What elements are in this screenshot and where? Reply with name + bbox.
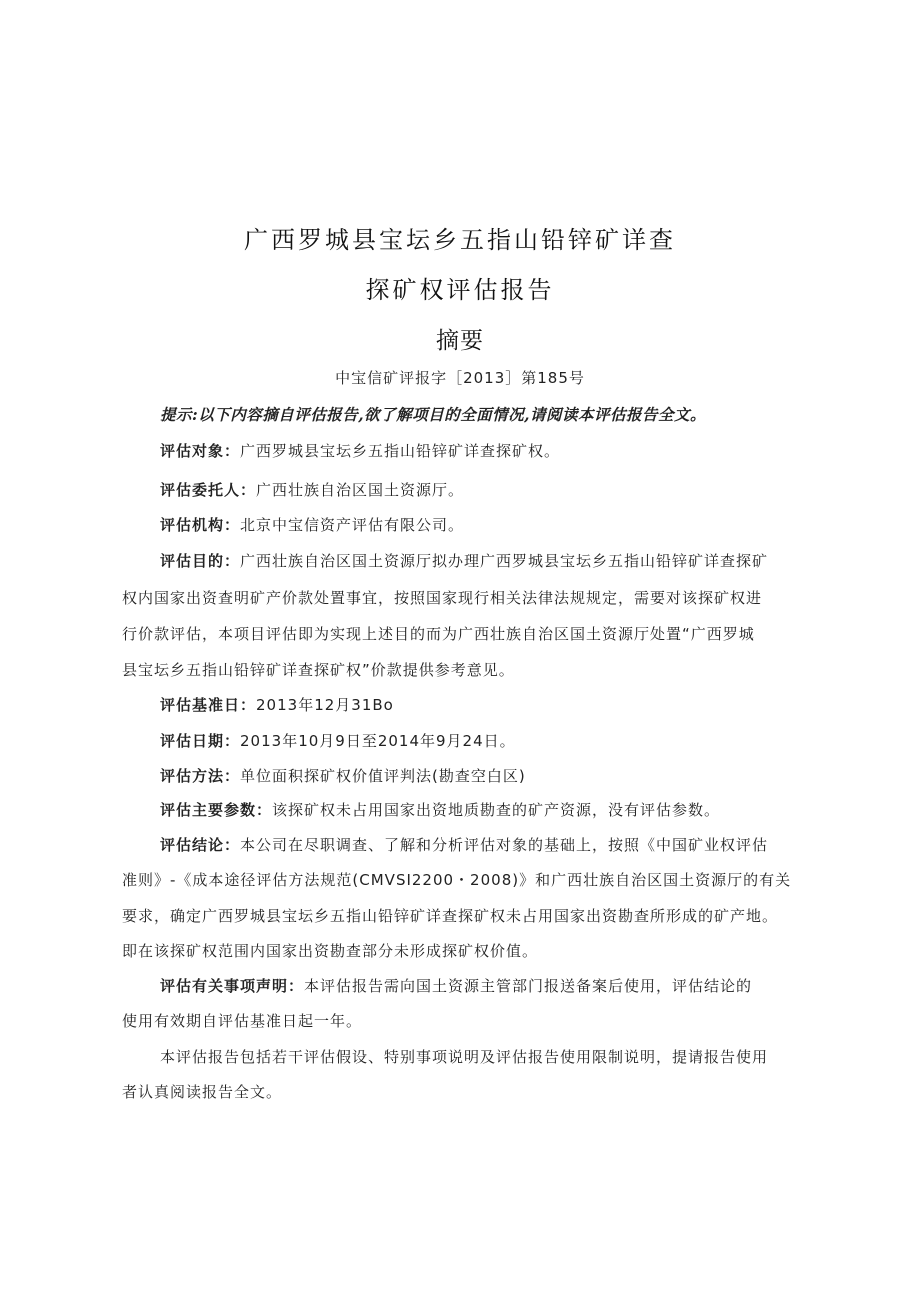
evaluation-purpose-line1: 广西壮族自治区国土资源厅拟办理广西罗城县宝坛乡五指山铅锌矿详查探矿: [240, 552, 769, 570]
evaluation-client: [160, 479, 860, 501]
evaluation-client-value: 广西壮族自治区国土资源厅。: [256, 481, 465, 499]
evaluation-method-value: 单位面积探矿权价值评判法(勘查空白区): [240, 767, 526, 785]
evaluation-base-date-value: 2013年12月31Bo: [256, 696, 394, 714]
evaluation-purpose-line3: 行价款评估，本项目评估即为实现上述目的而为广西壮族自治区国土资源厅处置“广西罗城: [122, 625, 755, 643]
evaluation-base-date-label: 评估基准日：: [160, 696, 257, 714]
evaluation-conclusion-line1: 本公司在尽职调查、了解和分析评估对象的基础上，按照《中国矿业权评估: [240, 836, 769, 854]
report-title-line2: 探矿权评估报告: [365, 276, 555, 304]
evaluation-object-value: 广西罗城县宝坛乡五指山铅锌矿详查探矿权。: [240, 442, 561, 460]
evaluation-conclusion-line3: 要求，确定广西罗城县宝坛乡五指山铅锌矿详查探矿权未占用国家出资勘查所形成的矿产地。: [122, 907, 779, 925]
evaluation-object: [160, 440, 860, 462]
evaluation-base-date: [160, 694, 860, 716]
evaluation-date-label: 评估日期：: [160, 732, 241, 750]
evaluation-statement: [160, 975, 860, 997]
evaluation-date-value: 2013年10月9日至2014年9月24日。: [240, 732, 516, 750]
evaluation-conclusion-line4: 即在该探矿权范围内国家出资勘查部分未形成探矿权价值。: [122, 942, 539, 960]
evaluation-object-label: 评估对象：: [160, 442, 241, 460]
evaluation-statement-label: 评估有关事项声明：: [160, 977, 305, 995]
evaluation-purpose-line4: 县宝坛乡五指山铅锌矿详查探矿权”价款提供参考意见。: [122, 661, 515, 679]
closing-note-line1: 本评估报告包括若干评估假设、特别事项说明及评估报告使用限制说明，提请报告使用: [160, 1048, 769, 1066]
evaluation-statement-line2: 使用有效期自评估基准日起一年。: [122, 1012, 363, 1030]
evaluation-conclusion-line2: 准则》-《成本途径评估方法规范(CMVSI2200・2008)》和广西壮族自治区国土资源厅的有关: [122, 871, 792, 889]
evaluation-method-label: 评估方法：: [160, 767, 241, 785]
evaluation-conclusion-label: 评估结论：: [160, 836, 241, 854]
abstract-heading: 摘要: [436, 328, 484, 354]
evaluation-statement-line1: 本评估报告需向国土资源主管部门报送备案后使用，评估结论的: [304, 977, 753, 995]
closing-note-line2: 者认真阅读报告全文。: [122, 1083, 283, 1101]
evaluation-purpose-line2: 权内国家出资查明矿产价款处置事宜，按照国家现行相关法律法规规定，需要对该探矿权进: [122, 589, 763, 607]
document-number: 中宝信矿评报字［2013］第185号: [335, 369, 585, 387]
evaluation-agency: [160, 514, 860, 536]
evaluation-agency-value: 北京中宝信资产评估有限公司。: [240, 516, 465, 534]
evaluation-parameters: [160, 799, 860, 821]
evaluation-client-label: 评估委托人：: [160, 481, 257, 499]
hint-note: 提示:以下内容摘自评估报告,欲了解项目的全面情况,请阅读本评估报告全文。: [160, 405, 707, 424]
evaluation-conclusion: [160, 834, 860, 856]
evaluation-parameters-label: 评估主要参数：: [160, 801, 273, 819]
evaluation-agency-label: 评估机构：: [160, 516, 241, 534]
evaluation-date: [160, 730, 860, 752]
evaluation-purpose-label: 评估目的：: [160, 552, 241, 570]
report-title-line1: 广西罗城县宝坛乡五指山铅锌矿详查: [244, 226, 676, 254]
evaluation-parameters-value: 该探矿权未占用国家出资地质勘查的矿产资源，没有评估参数。: [272, 801, 721, 819]
evaluation-purpose: [160, 550, 860, 572]
evaluation-method: [160, 765, 860, 787]
